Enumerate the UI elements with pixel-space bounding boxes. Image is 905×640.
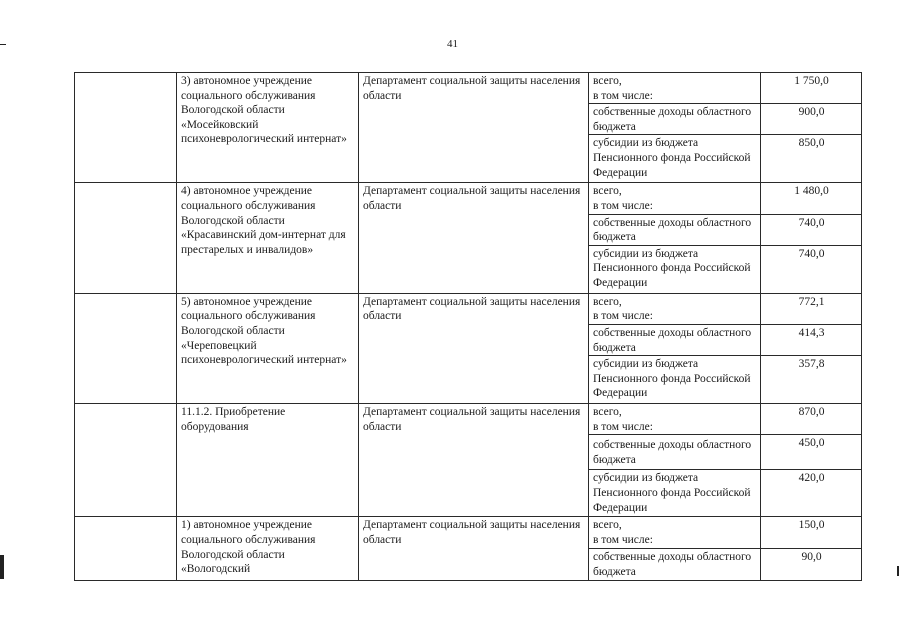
amount-cell: 1 480,0 xyxy=(761,183,862,214)
department-name: Департамент социальной защиты населения области xyxy=(359,183,589,293)
funding-type: субсидии из бюджета Пенсионного фонда Российской Федерации xyxy=(589,245,761,293)
department-name: Департамент социальной защиты населения области xyxy=(359,404,589,517)
funding-type-label: всего, xyxy=(593,75,622,87)
blank-cell xyxy=(75,404,177,517)
funding-type: собственные доходы областного бюджета xyxy=(589,104,761,135)
blank-cell xyxy=(75,517,177,580)
table-row xyxy=(75,293,862,324)
institution-name: 3) автономное учреждение социального обслуживания Вологодской области «Мосейковский психоневрологический интернат» xyxy=(177,73,359,183)
funding-type-note: в том числе: xyxy=(593,89,653,102)
institution-name: 1) автономное учреждение социального обслуживания Вологодской области «Вологодский xyxy=(177,517,359,580)
item-name: 11.1.2. Приобретение оборудования xyxy=(177,404,359,517)
table-row xyxy=(75,183,862,214)
amount-cell: 1 750,0 xyxy=(761,73,862,104)
amount-cell: 850,0 xyxy=(761,135,862,183)
funding-type-note: в том числе: xyxy=(593,533,653,546)
funding-type: субсидии из бюджета Пенсионного фонда Российской Федерации xyxy=(589,470,761,517)
scan-margin-mark xyxy=(0,555,4,579)
funding-type xyxy=(589,293,761,324)
amount-cell: 772,1 xyxy=(761,293,862,324)
table-row xyxy=(75,404,862,435)
amount-cell: 450,0 xyxy=(761,435,862,470)
department-name: Департамент социальной защиты населения области xyxy=(359,73,589,183)
funding-type-note: в том числе: xyxy=(593,310,653,323)
institution-name: 5) автономное учреждение социального обслуживания Вологодской области «Череповецкий психоневрологический интернат» xyxy=(177,293,359,403)
table-row xyxy=(75,73,862,104)
page-number: 41 xyxy=(447,38,458,50)
amount-cell: 150,0 xyxy=(761,517,862,548)
funding-type-label: всего, xyxy=(593,295,622,308)
amount-cell: 740,0 xyxy=(761,214,862,245)
funding-type: собственные доходы областного бюджета xyxy=(589,435,761,470)
amount-cell: 90,0 xyxy=(761,548,862,580)
scan-margin-mark xyxy=(0,44,6,45)
funding-type: субсидии из бюджета Пенсионного фонда Российской Федерации xyxy=(589,135,761,183)
amount-cell: 357,8 xyxy=(761,356,862,404)
funding-type: собственные доходы областного бюджета xyxy=(589,214,761,245)
department-name: Департамент социальной защиты населения области xyxy=(359,517,589,580)
table-row xyxy=(75,517,862,548)
funding-type: субсидии из бюджета Пенсионного фонда Российской Федерации xyxy=(589,356,761,404)
funding-type xyxy=(589,183,761,214)
amount-cell: 900,0 xyxy=(761,104,862,135)
blank-cell xyxy=(75,73,177,183)
funding-type xyxy=(589,517,761,548)
funding-type-label: всего, xyxy=(593,406,622,419)
amount-cell: 414,3 xyxy=(761,324,862,355)
funding-type: собственные доходы областного бюджета xyxy=(589,324,761,355)
funding-type xyxy=(589,404,761,435)
amount-cell: 870,0 xyxy=(761,404,862,435)
department-name: Департамент социальной защиты населения области xyxy=(359,293,589,403)
funding-type xyxy=(589,73,761,104)
funding-type-note: в том числе: xyxy=(593,199,653,212)
amount-cell: 420,0 xyxy=(761,470,862,517)
blank-cell xyxy=(75,183,177,293)
budget-table xyxy=(74,72,862,581)
blank-cell xyxy=(75,293,177,403)
amount-cell: 740,0 xyxy=(761,245,862,293)
funding-type: собственные доходы областного бюджета xyxy=(589,548,761,580)
institution-name: 4) автономное учреждение социального обслуживания Вологодской области «Красавинский дом-интернат для престарелых и инвалидов» xyxy=(177,183,359,293)
scan-margin-mark xyxy=(897,566,899,576)
funding-type-label: всего, xyxy=(593,185,622,198)
funding-type-label: всего, xyxy=(593,519,622,532)
funding-type-note: в том числе: xyxy=(593,420,653,433)
